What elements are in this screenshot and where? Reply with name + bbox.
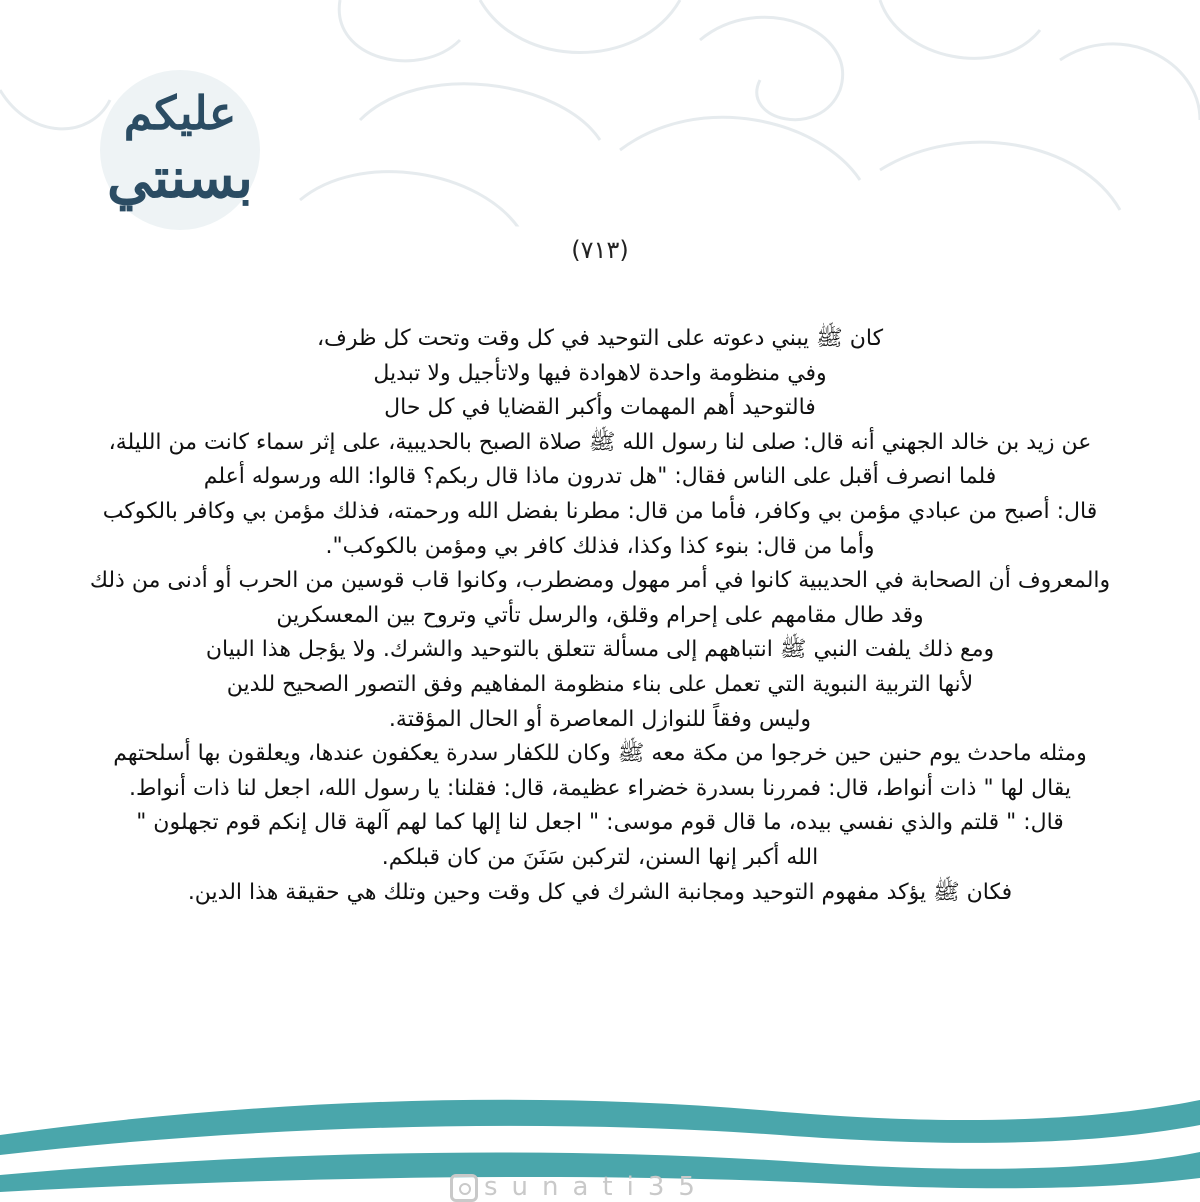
- text-line: فالتوحيد أهم المهمات وأكبر القضايا في كل حال: [384, 395, 816, 421]
- instagram-icon: [450, 1174, 478, 1202]
- logo-text-line2: بسنتي: [106, 145, 253, 211]
- text-line: عن زيد بن خالد الجهني أنه قال: صلى لنا رسول الله ﷺ صلاة الصبح بالحديبية، على إثر سماء كانت من الليلة،: [108, 429, 1092, 455]
- text-line: يقال لها " ذات أنواط، قال: فمررنا بسدرة خضراء عظيمة، قال: فقلنا: يا رسول الله، اجعل لنا ذات أنواط.: [128, 775, 1072, 801]
- post-number: (٧١٣): [571, 236, 629, 264]
- text-line: لأنها التربية النبوية التي تعمل على بناء منظومة المفاهيم وفق التصور الصحيح للدين: [226, 671, 974, 697]
- article-body: [40, 322, 1160, 910]
- text-line: فكان ﷺ يؤكد مفهوم التوحيد ومجانبة الشرك في كل وقت وحين وتلك هي حقيقة هذا الدين.: [187, 879, 1013, 905]
- logo-text-line1: عليكم: [123, 86, 237, 140]
- text-line: وفي منظومة واحدة لاهوادة فيها ولاتأجيل ولا تبديل: [373, 360, 827, 386]
- brand-logo: [80, 40, 280, 220]
- text-line: فلما انصرف أقبل على الناس فقال: "هل تدرون ماذا قال ربكم؟ قالوا: الله ورسوله أعلم: [203, 464, 997, 490]
- text-line: كان ﷺ يبني دعوته على التوحيد في كل وقت وتحت كل ظرف،: [316, 326, 884, 351]
- text-line: وليس وفقاً للنوازل المعاصرة أو الحال المؤقتة.: [388, 706, 812, 732]
- text-line: والمعروف أن الصحابة في الحديبية كانوا في أمر مهول ومضطرب، وكانوا قاب قوسين من الحرب أو أدنى من ذلك: [89, 568, 1111, 594]
- text-line: ومثله ماحدث يوم حنين حين خرجوا من مكة معه ﷺ وكان للكفار سدرة يعكفون عندها، ويعلقون بها أسلحتهم: [113, 741, 1087, 767]
- text-line: قال: " قلتم والذي نفسي بيده، ما قال قوم موسى: " اجعل لنا إلها كما لهم آلهة قال إنكم قوم تجهلون ": [136, 810, 1064, 836]
- text-line: وأما من قال: بنوء كذا وكذا، فذلك كافر بي ومؤمن بالكوكب".: [325, 533, 875, 559]
- text-line: قال: أصبح من عبادي مؤمن بي وكافر، فأما من قال: مطرنا بفضل الله ورحمته، فذلك مؤمن بي وكافر بالكوكب: [102, 498, 1098, 524]
- social-handle: [450, 1172, 770, 1200]
- text-line: الله أكبر إنها السنن، لتركبن سَنَنَ من كان قبلكم.: [381, 844, 819, 870]
- handle-text: sunati35: [484, 1172, 709, 1202]
- text-line: ومع ذلك يلفت النبي ﷺ انتباههم إلى مسألة تتعلق بالتوحيد والشرك. ولا يؤجل هذا البيان: [205, 637, 995, 663]
- text-line: وقد طال مقامهم على إحرام وقلق، والرسل تأتي وتروح بين المعسكرين: [276, 602, 924, 628]
